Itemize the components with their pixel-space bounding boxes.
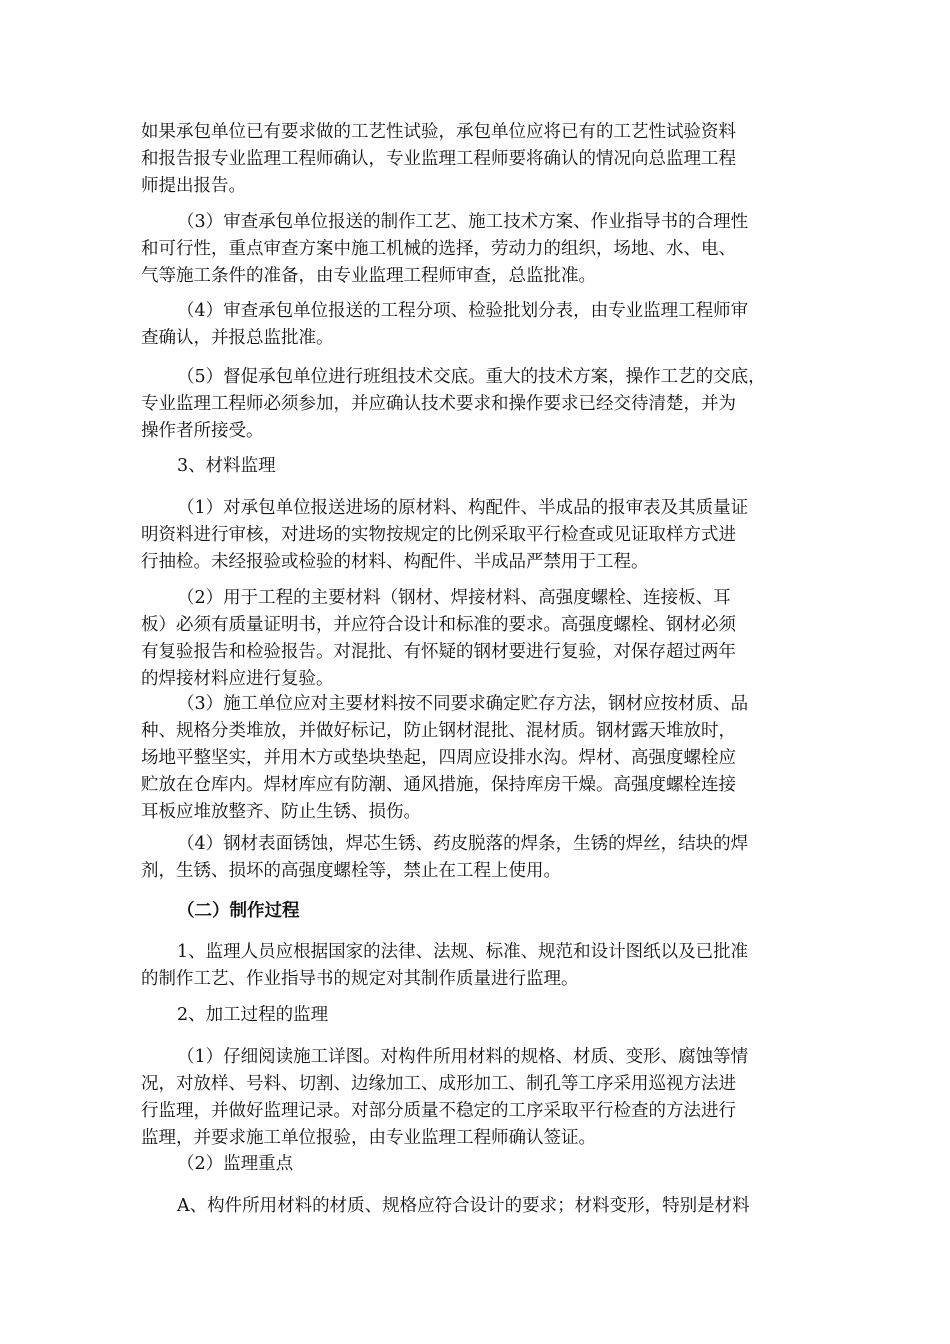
text-line: 和可行性，重点审查方案中施工机械的选择，劳动力的组织，场地、水、电、 [141,239,736,259]
text-line: 贮放在仓库内。焊材库应有防潮、通风措施，保持库房干燥。高强度螺栓连接 [141,775,736,795]
paragraph-6 [141,585,811,693]
text-line: A、构件所用材料的材质、规格应符合设计的要求；材料变形，特别是材料 [177,1196,750,1216]
paragraph-1 [141,119,811,200]
text-line: （4）钢材表面锈蚀，焊芯生锈、药皮脱落的焊条，生锈的焊丝，结块的焊 [177,834,749,854]
text-line: 2、加工过程的监理 [177,1005,329,1025]
section-heading-materials [141,453,811,480]
paragraph-9 [141,939,811,993]
text-line: 和报告报专业监理工程师确认，专业监理工程师要将确认的情况向总监理工程 [141,149,736,169]
text-line: 专业监理工程师必须参加，并应确认技术要求和操作要求已经交待清楚，并为 [141,394,736,414]
text-line: （3）施工单位应对主要材料按不同要求确定贮存方法，钢材应按材质、品 [177,694,749,714]
text-line: （1）仔细阅读施工详图。对构件所用材料的规格、材质、变形、腐蚀等情 [177,1047,749,1067]
text-line: （1）对承包单位报送进场的原材料、构配件、半成品的报审表及其质量证 [177,498,749,518]
text-line: 种、规格分类堆放，并做好标记，防止钢材混批、混材质。钢材露天堆放时， [141,721,736,741]
text-line: 场地平整坚实，并用木方或垫块垫起，四周应设排水沟。焊材、高强度螺栓应 [141,748,736,768]
text-line: 明资料进行审核，对进场的实物按规定的比例采取平行检查或见证取样方式进 [141,525,736,545]
text-line: 操作者所接受。 [141,421,264,441]
paragraph-2 [141,209,811,290]
text-line: 1、监理人员应根据国家的法律、法规、标准、规范和设计图纸以及已批准 [177,942,749,962]
section-heading-key-points [141,1151,811,1178]
paragraph-7 [141,691,811,826]
text-line: 行监理，并做好监理记录。对部分质量不稳定的工序采取平行检查的方法进行 [141,1101,736,1121]
text-line: （5）督促承包单位进行班组技术交底。重大的技术方案，操作工艺的交底， [177,367,766,387]
paragraph-4 [141,364,811,445]
text-line: 剂，生锈、损坏的高强度螺栓等，禁止在工程上使用。 [141,861,561,881]
paragraph-8 [141,831,811,885]
text-line: （2）用于工程的主要材料（钢材、焊接材料、高强度螺栓、连接板、耳 [177,588,731,608]
paragraph-5 [141,495,811,576]
text-line: （3）审查承包单位报送的制作工艺、施工技术方案、作业指导书的合理性 [177,212,749,232]
text-line: 查确认，并报总监批准。 [141,328,334,348]
text-line: 的制作工艺、作业指导书的规定对其制作质量进行监理。 [141,969,579,989]
text-line: （二）制作过程 [177,901,300,921]
text-line: 耳板应堆放整齐、防止生锈、损伤。 [141,802,421,822]
text-line: 气等施工条件的准备，由专业监理工程师审查，总监批准。 [141,266,596,286]
text-line: 有复验报告和检验报告。对混批、有怀疑的钢材要进行复验，对保存超过两年 [141,642,736,662]
paragraph-3 [141,298,811,352]
paragraph-11 [141,1193,811,1220]
text-line: 的焊接材料应进行复验。 [141,669,334,689]
text-line: 板）必须有质量证明书，并应符合设计和标准的要求。高强度螺栓、钢材必须 [141,615,736,635]
paragraph-10 [141,1044,811,1152]
text-line: 监理，并要求施工单位报验，由专业监理工程师确认签证。 [141,1128,596,1148]
text-line: （2）监理重点 [177,1154,294,1174]
text-line: 况，对放样、号料、切割、边缘加工、成形加工、制孔等工序采用巡视方法进 [141,1074,736,1094]
text-line: 行抽检。未经报验或检验的材料、构配件、半成品严禁用于工程。 [141,552,649,572]
text-line: 师提出报告。 [141,176,246,196]
text-line: 如果承包单位已有要求做的工艺性试验，承包单位应将已有的工艺性试验资料 [141,122,736,142]
section-heading-processing [141,1002,811,1029]
text-line: （4）审查承包单位报送的工程分项、检验批划分表，由专业监理工程师审 [177,301,749,321]
text-line: 3、材料监理 [177,456,276,476]
section-heading-fabrication [141,898,811,925]
